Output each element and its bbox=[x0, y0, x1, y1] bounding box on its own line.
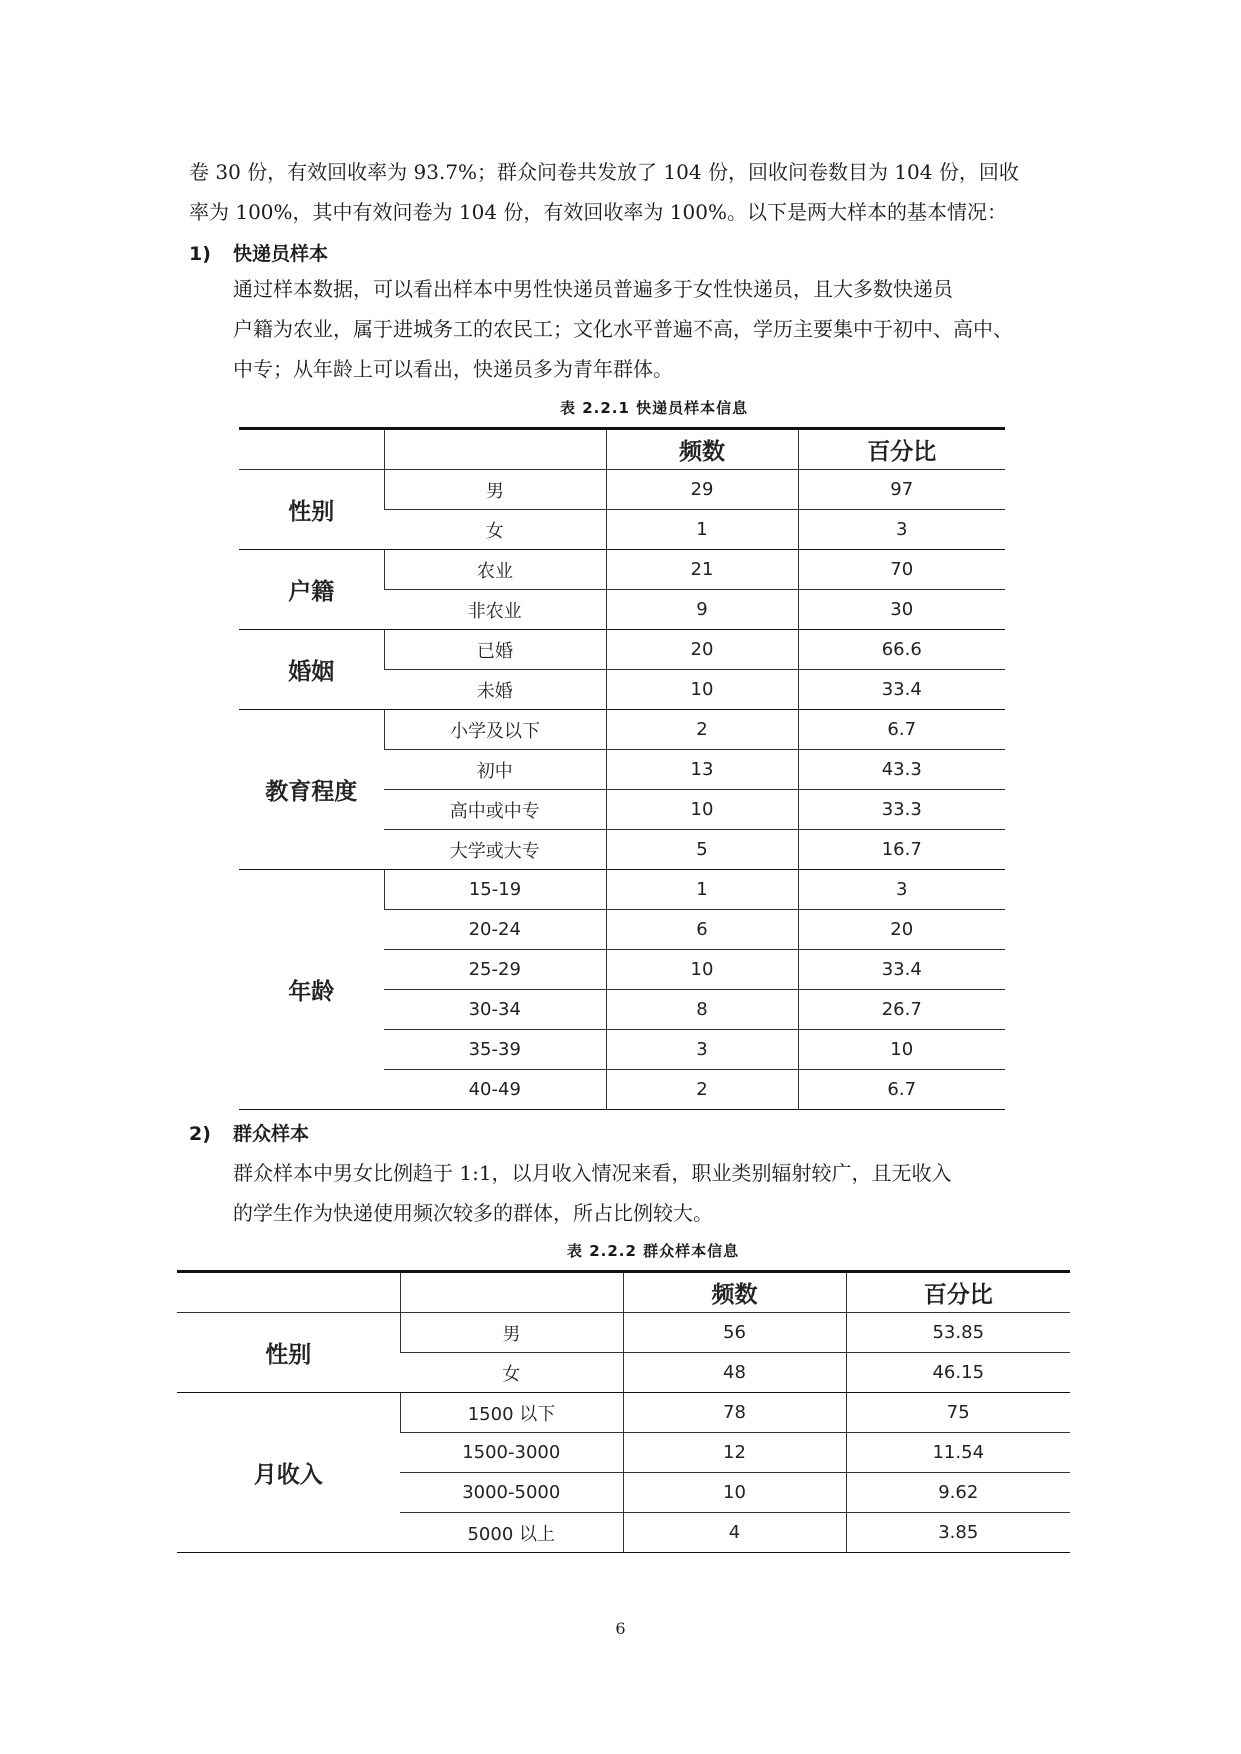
table-2-caption: 表 2.2.2 群众样本信息 bbox=[567, 1242, 740, 1260]
courier-sample-table bbox=[239, 427, 1005, 1110]
percent-cell: 53.85 bbox=[846, 1313, 1070, 1353]
count-cell: 2 bbox=[606, 1070, 798, 1110]
section-1-paragraph bbox=[233, 269, 1013, 389]
count-cell: 1 bbox=[606, 510, 798, 550]
percent-cell: 46.15 bbox=[846, 1353, 1070, 1393]
row-label: 初中 bbox=[384, 750, 606, 790]
percent-cell: 97 bbox=[798, 470, 1005, 510]
row-label: 农业 bbox=[384, 550, 606, 590]
percent-cell: 3.85 bbox=[846, 1513, 1070, 1553]
row-label: 5000 以上 bbox=[400, 1513, 623, 1553]
count-cell: 21 bbox=[606, 550, 798, 590]
count-cell: 6 bbox=[606, 910, 798, 950]
row-label: 3000-5000 bbox=[400, 1473, 623, 1513]
percent-cell: 9.62 bbox=[846, 1473, 1070, 1513]
row-label: 20-24 bbox=[384, 910, 606, 950]
row-label: 男 bbox=[400, 1313, 623, 1353]
percent-cell: 75 bbox=[846, 1393, 1070, 1433]
public-sample-table bbox=[177, 1270, 1070, 1553]
count-cell: 10 bbox=[623, 1473, 846, 1513]
count-cell: 10 bbox=[606, 790, 798, 830]
percent-cell: 66.6 bbox=[798, 630, 1005, 670]
row-label: 30-34 bbox=[384, 990, 606, 1030]
table-row bbox=[239, 870, 1005, 910]
header-blank-1 bbox=[177, 1272, 400, 1313]
percent-cell: 6.7 bbox=[798, 710, 1005, 750]
count-cell: 20 bbox=[606, 630, 798, 670]
row-label: 小学及以下 bbox=[384, 710, 606, 750]
section-2-title: 群众样本 bbox=[233, 1123, 310, 1145]
count-cell: 48 bbox=[623, 1353, 846, 1393]
percent-cell: 11.54 bbox=[846, 1433, 1070, 1473]
section-1-title: 快递员样本 bbox=[233, 243, 329, 265]
page-number: 6 bbox=[615, 1619, 626, 1638]
table-1-caption: 表 2.2.1 快递员样本信息 bbox=[560, 399, 749, 417]
row-label: 未婚 bbox=[384, 670, 606, 710]
percent-cell: 33.4 bbox=[798, 950, 1005, 990]
group-label: 教育程度 bbox=[239, 710, 384, 870]
table-row bbox=[177, 1393, 1070, 1433]
intro-line-2: 率为 100%，其中有效问卷为 104 份，有效回收率为 100%。以下是两大样本的基本情况： bbox=[189, 200, 1007, 224]
percent-cell: 6.7 bbox=[798, 1070, 1005, 1110]
percent-cell: 26.7 bbox=[798, 990, 1005, 1030]
percent-cell: 3 bbox=[798, 510, 1005, 550]
count-cell: 29 bbox=[606, 470, 798, 510]
intro-paragraph bbox=[189, 152, 1019, 232]
section-2-number: 2) bbox=[189, 1123, 211, 1145]
count-cell: 10 bbox=[606, 950, 798, 990]
section-1-number: 1) bbox=[189, 243, 211, 265]
count-cell: 13 bbox=[606, 750, 798, 790]
row-label: 女 bbox=[384, 510, 606, 550]
section-2-line-2: 的学生作为快递使用频次较多的群体，所占比例较大。 bbox=[233, 1201, 713, 1225]
row-label: 男 bbox=[384, 470, 606, 510]
section-1-line-3: 中专；从年龄上可以看出，快递员多为青年群体。 bbox=[233, 357, 673, 381]
percent-cell: 20 bbox=[798, 910, 1005, 950]
row-label: 大学或大专 bbox=[384, 830, 606, 870]
count-cell: 10 bbox=[606, 670, 798, 710]
percent-cell: 70 bbox=[798, 550, 1005, 590]
header-blank-2 bbox=[384, 429, 606, 470]
percent-cell: 16.7 bbox=[798, 830, 1005, 870]
header-blank-1 bbox=[239, 429, 384, 470]
percent-cell: 33.3 bbox=[798, 790, 1005, 830]
table-row bbox=[239, 550, 1005, 590]
count-cell: 4 bbox=[623, 1513, 846, 1553]
count-cell: 56 bbox=[623, 1313, 846, 1353]
percent-cell: 10 bbox=[798, 1030, 1005, 1070]
intro-line-1: 卷 30 份，有效回收率为 93.7%；群众问卷共发放了 104 份，回收问卷数目为 104 份，回收 bbox=[189, 160, 1019, 184]
header-percent: 百分比 bbox=[798, 429, 1005, 470]
table-row bbox=[177, 1313, 1070, 1353]
section-1-line-1: 通过样本数据，可以看出样本中男性快递员普遍多于女性快递员，且大多数快递员 bbox=[233, 277, 953, 301]
group-label: 婚姻 bbox=[239, 630, 384, 710]
section-1-heading bbox=[189, 239, 328, 266]
percent-cell: 33.4 bbox=[798, 670, 1005, 710]
row-label: 女 bbox=[400, 1353, 623, 1393]
header-row bbox=[177, 1272, 1070, 1313]
count-cell: 8 bbox=[606, 990, 798, 1030]
percent-cell: 3 bbox=[798, 870, 1005, 910]
row-label: 高中或中专 bbox=[384, 790, 606, 830]
header-percent: 百分比 bbox=[846, 1272, 1070, 1313]
table-row bbox=[239, 470, 1005, 510]
group-label: 户籍 bbox=[239, 550, 384, 630]
section-1-line-2: 户籍为农业，属于进城务工的农民工；文化水平普遍不高，学历主要集中于初中、高中、 bbox=[233, 317, 1013, 341]
row-label: 已婚 bbox=[384, 630, 606, 670]
count-cell: 2 bbox=[606, 710, 798, 750]
count-cell: 78 bbox=[623, 1393, 846, 1433]
group-label: 性别 bbox=[177, 1313, 400, 1393]
count-cell: 12 bbox=[623, 1433, 846, 1473]
row-label: 15-19 bbox=[384, 870, 606, 910]
section-2-heading bbox=[189, 1119, 309, 1146]
row-label: 40-49 bbox=[384, 1070, 606, 1110]
group-label: 性别 bbox=[239, 470, 384, 550]
header-count: 频数 bbox=[606, 429, 798, 470]
row-label: 35-39 bbox=[384, 1030, 606, 1070]
group-label: 月收入 bbox=[177, 1393, 400, 1553]
percent-cell: 43.3 bbox=[798, 750, 1005, 790]
percent-cell: 30 bbox=[798, 590, 1005, 630]
count-cell: 5 bbox=[606, 830, 798, 870]
header-blank-2 bbox=[400, 1272, 623, 1313]
section-2-line-1: 群众样本中男女比例趋于 1:1，以月收入情况来看，职业类别辐射较广，且无收入 bbox=[233, 1161, 952, 1185]
section-2-paragraph bbox=[233, 1153, 952, 1233]
table-row bbox=[239, 630, 1005, 670]
count-cell: 1 bbox=[606, 870, 798, 910]
header-count: 频数 bbox=[623, 1272, 846, 1313]
count-cell: 9 bbox=[606, 590, 798, 630]
table-row bbox=[239, 710, 1005, 750]
row-label: 1500 以下 bbox=[400, 1393, 623, 1433]
header-row bbox=[239, 429, 1005, 470]
row-label: 25-29 bbox=[384, 950, 606, 990]
row-label: 1500-3000 bbox=[400, 1433, 623, 1473]
group-label: 年龄 bbox=[239, 870, 384, 1110]
row-label: 非农业 bbox=[384, 590, 606, 630]
count-cell: 3 bbox=[606, 1030, 798, 1070]
